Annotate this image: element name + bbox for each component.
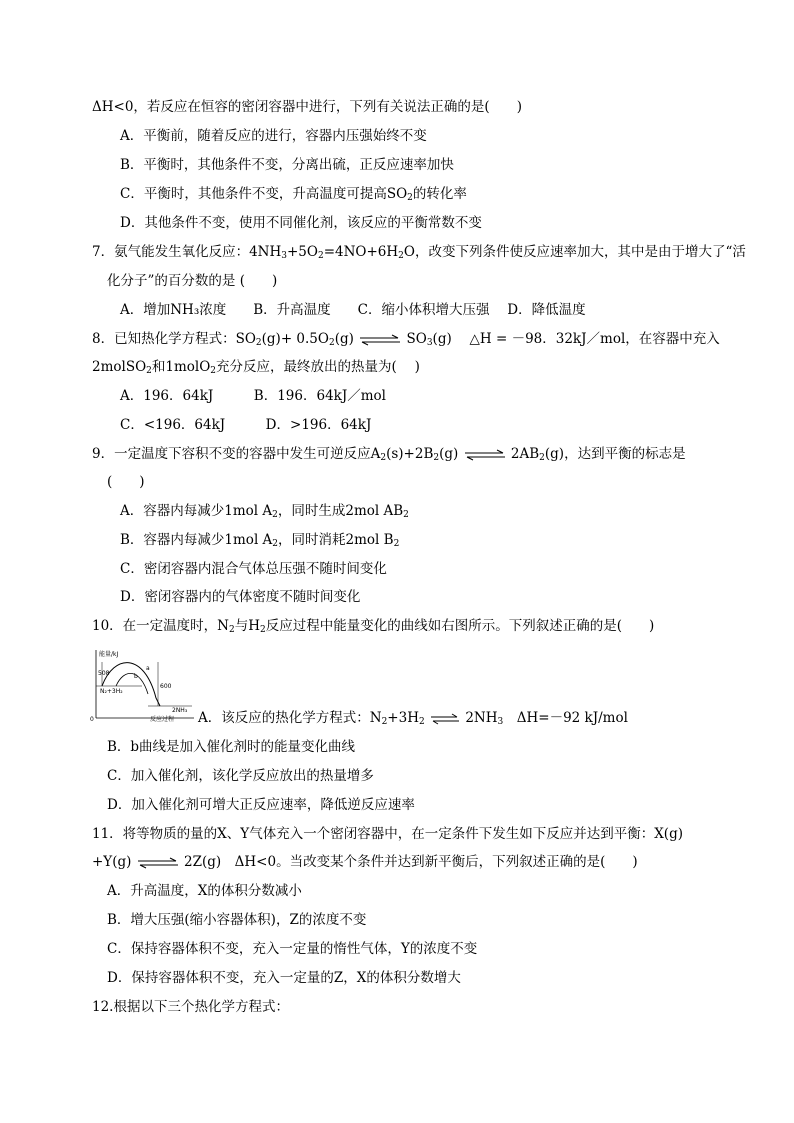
value-right-label: 600 [160,683,172,690]
x-axis-label: 反应过程 [150,716,175,722]
option-a: A．升高温度，X的体积分数减小 [107,883,302,899]
option-b: B．平衡时，其他条件不变，分离出硫，正反应速率加快 [120,157,454,173]
curve-a [102,663,160,706]
equilibrium-arrow-icon [136,857,180,869]
question-stem-cont: 2molSO$_2$和1molO$_2$充分反应，最终放出的热量为( ) [92,359,420,376]
question-stem: 7．氨气能发生氧化反应：$4NH_3+5O_2=4NO+6H_2O$，改变下列条件使反应速率加大，其中是由于增大了“活 [92,244,746,261]
value-left-label: 508 [98,670,110,677]
equilibrium-arrow-icon [358,334,402,346]
origin-label: 0 [90,716,94,722]
option-d: D．保持容器体积不变，充入一定量的Z，X的体积分数增大 [107,970,461,986]
option-a: A．容器内每减少1mol $A_2$，同时生成2mol $AB_2$ [120,503,409,520]
option-c: C．密闭容器内混合气体总压强不随时间变化 [120,561,387,577]
curve-a-label: a [146,665,150,672]
product-label: 2NH₃ [172,707,188,714]
option-d: D．加入催化剂可增大正反应速率，降低逆反应速率 [107,797,415,813]
question-stem: 11．将等物质的量的X、Y气体充入一个密闭容器中，在一定条件下发生如下反应并达到平衡：X(g) [92,826,683,842]
option-a: A．平衡前，随着反应的进行，容器内压强始终不变 [120,128,427,144]
text-line: ΔH<0，若反应在恒容的密闭容器中进行，下列有关说法正确的是( ) [92,99,522,115]
question-stem: 8．已知热化学方程式：$SO_2(g)+ 0.5O_2(g)$ $SO_3(g)$ △H = －98．32kJ／mol，在容器中充入 [92,331,720,348]
question-stem: 9．一定温度下容积不变的容器中发生可逆反应$A_2(s)+2B_2(g)$ $2AB_2(g)$，达到平衡的标志是 [92,446,686,463]
options-row: A．增加NH₃浓度 B．升高温度 C．缩小体积增大压强 D．降低温度 [120,302,586,318]
energy-diagram [88,648,196,722]
equilibrium-arrow-icon [429,713,461,725]
option-d: D．密闭容器内的气体密度不随时间变化 [120,589,361,605]
question-stem-cont: +Y(g) 2Z(g) ΔH<0。当改变某个条件并达到新平衡后，下列叙述正确的是( ) [92,854,638,870]
curve-b-label: b [134,673,138,680]
answer-blank: ( ) [107,474,145,490]
option-b: B．b曲线是加入催化剂时的能量变化曲线 [107,739,356,755]
question-stem-cont: 化分子”的百分数的是 ( ) [107,273,278,289]
option-c: C．加入催化剂，该化学反应放出的热量增多 [107,768,374,784]
options-ab: A．196．64kJ B．196．64kJ／mol [120,388,386,404]
option-d: D．其他条件不变，使用不同催化剂，该反应的平衡常数不变 [120,215,482,231]
question-stem: 10．在一定温度时，$N_2$与$H_2$反应过程中能量变化的曲线如右图所示。下列叙述正确的是( ) [92,618,655,635]
question-12: 12.根据以下三个热化学方程式： [92,999,289,1015]
option-c: C．保持容器体积不变，充入一定量的惰性气体，Y的浓度不变 [107,941,478,957]
option-b: B．增大压强(缩小容器体积)，Z的浓度不变 [107,912,367,928]
y-axis-label: 能量/kJ [99,651,119,658]
option-b: B．容器内每减少1mol $A_2$，同时消耗2mol $B_2$ [120,532,400,549]
equilibrium-arrow-icon [463,449,507,461]
reactants-label: N₂+3H₂ [100,688,123,695]
option-c: C．平衡时，其他条件不变，升高温度可提高$SO_2$的转化率 [120,186,467,203]
option-a: A．该反应的热化学方程式：$N_2+3H_2$ $2NH_3$ ΔH=－92 kJ/mol [198,710,628,727]
options-cd: C．<196．64kJ D．>196．64kJ [120,417,372,433]
